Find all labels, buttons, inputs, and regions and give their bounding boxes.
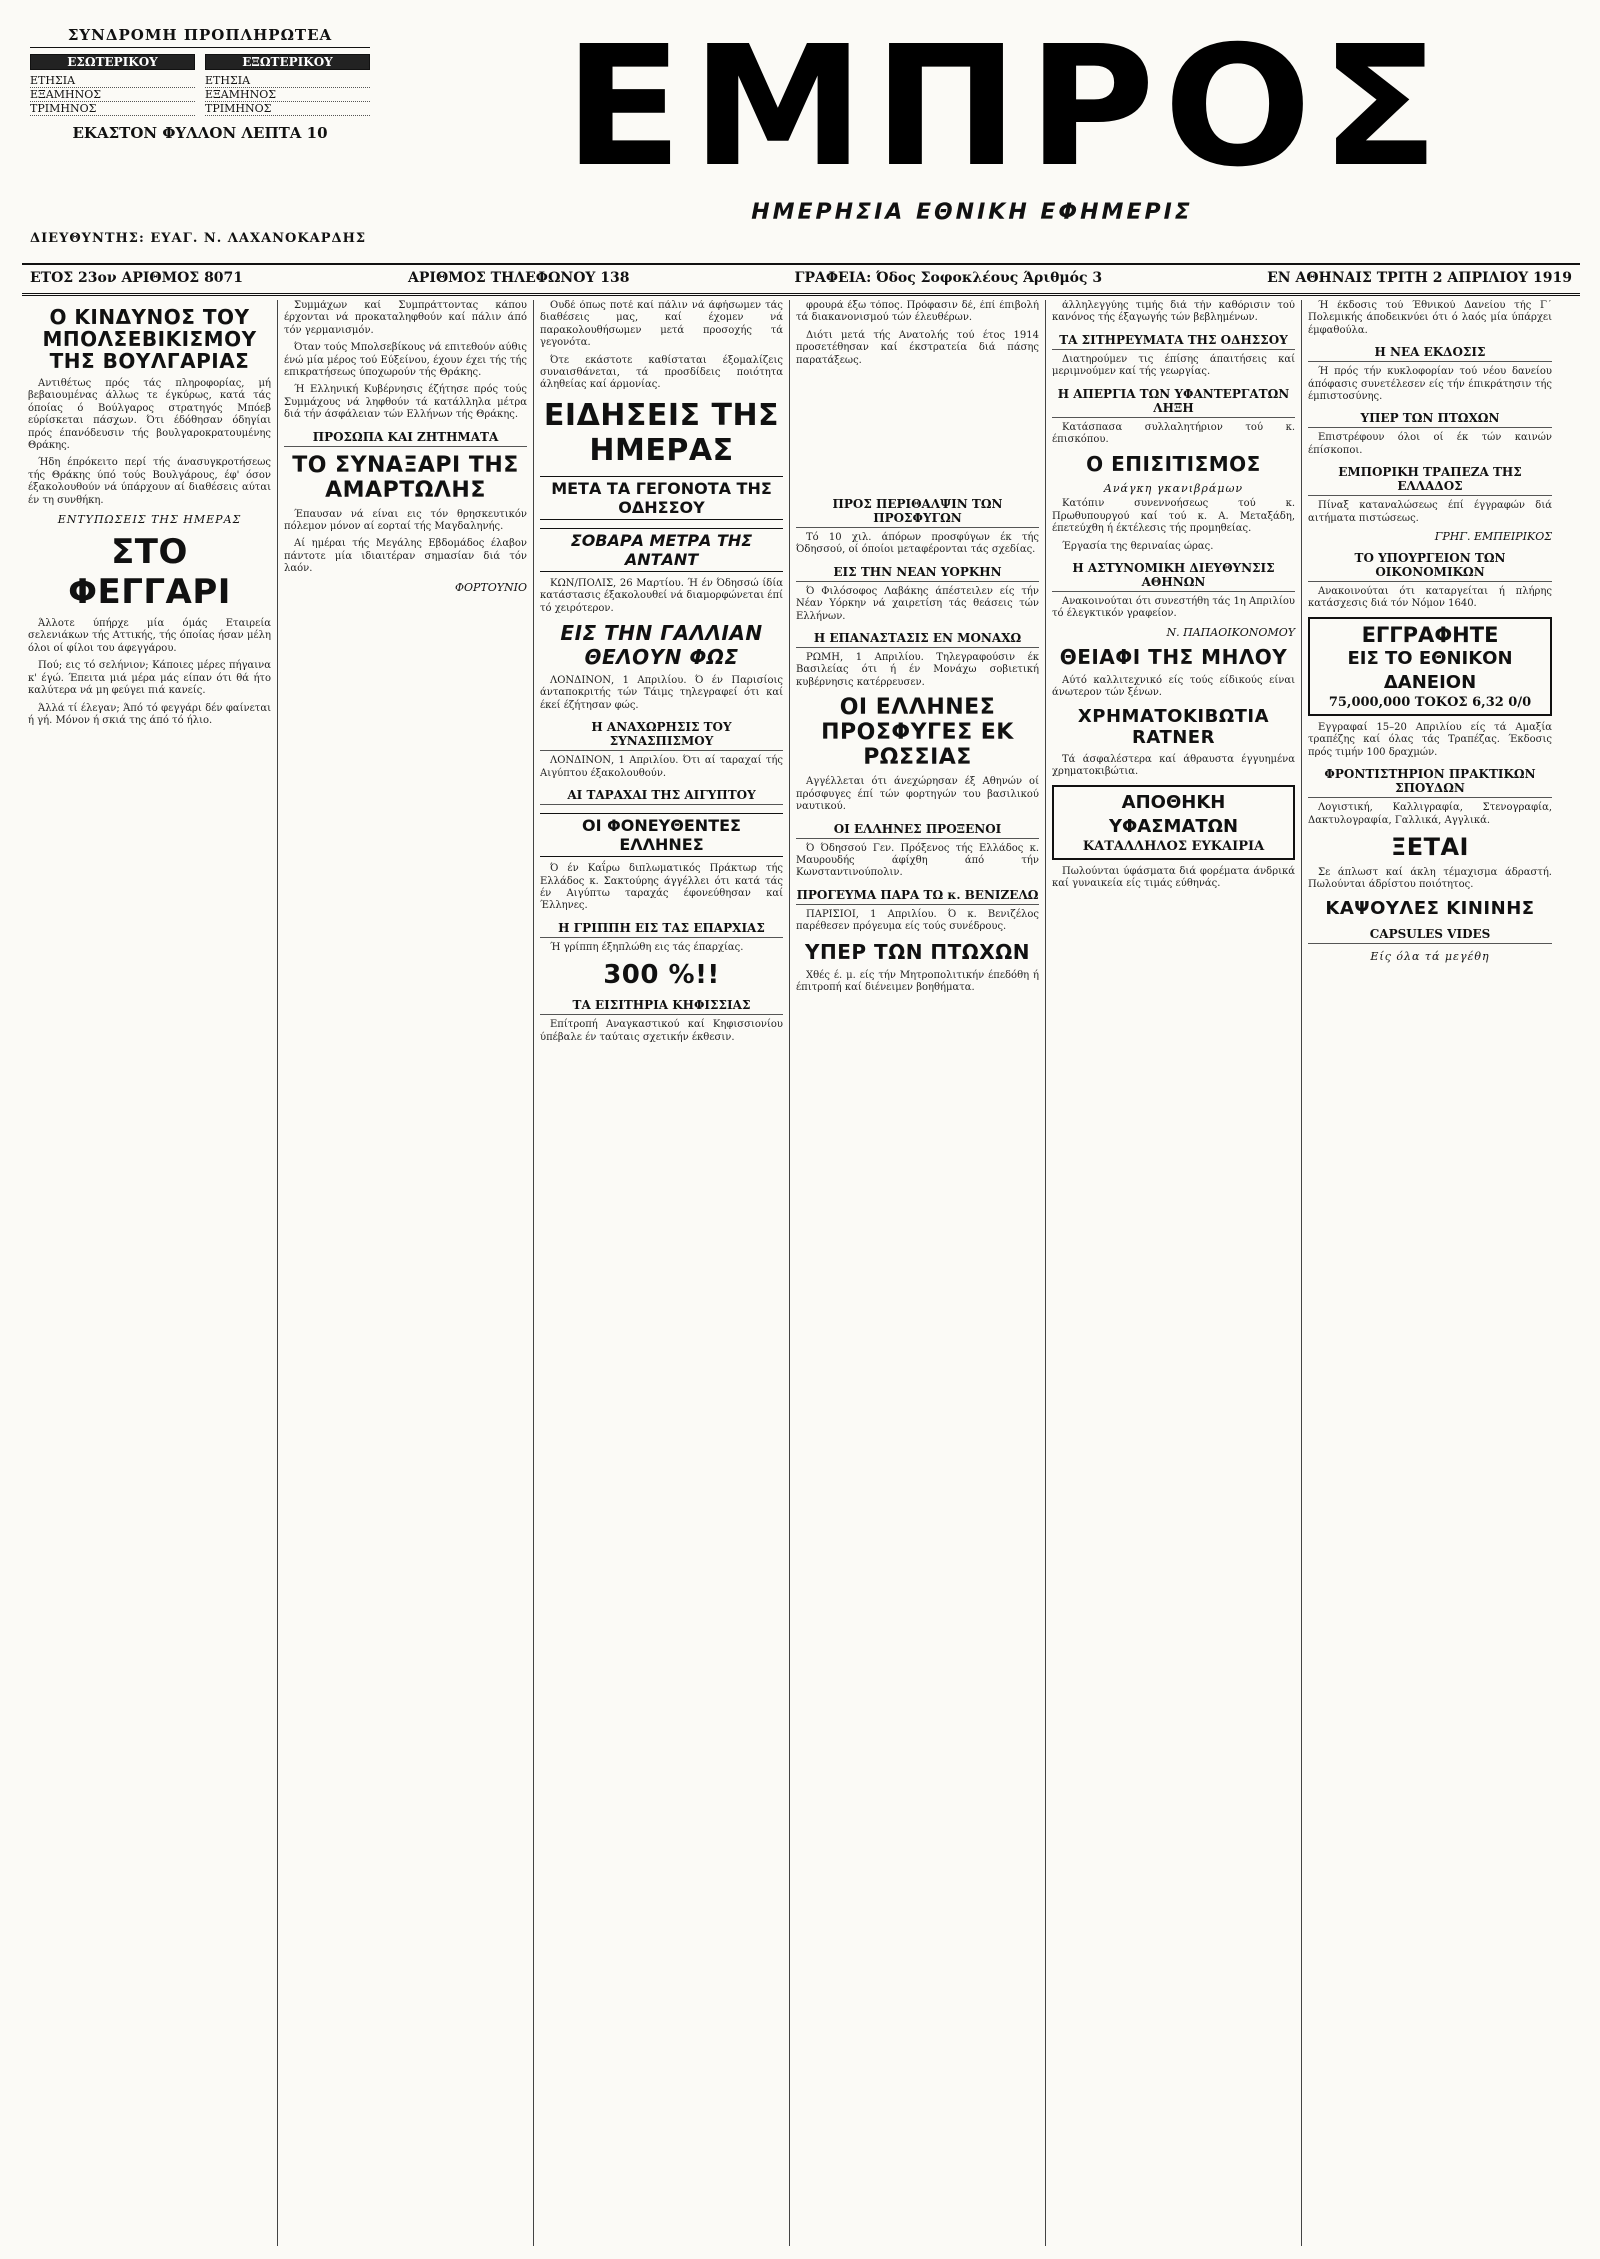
sub-row-label: ΤΡΙΜΗΝΟΣ — [30, 102, 97, 115]
article-columns — [22, 300, 1580, 2246]
director-line: ΔΙΕΥΘΥΝΤΗΣ: ΕΥΑΓ. Ν. ΛΑΧΑΝΟΚΑΡΔΗΣ — [30, 231, 367, 246]
office-address: ΓΡΑΦΕΙΑ: Όδος Σοφοκλέους Άριθμός 3 — [794, 270, 1103, 286]
newspaper-logo: ΕΜΠΡΟΣ — [563, 11, 1448, 204]
article-paragraph: Ή έκδοσις τού Έθνικού Δανείου τής Γ΄ Πολεμικής άποδεικνύει ότι ό λαός μία ύπάρχει έμφαθούλα. — [1308, 300, 1552, 336]
article-paragraph: Χθές έ. μ. είς τήν Μητροπολιτικήν έπεδόθη ή έπιτροπή καί διένειμεν βοηθήματα. — [796, 969, 1039, 993]
loan-headline: ΕΙΣ ΤΟ ΕΘΝΙΚΟΝ ΔΑΝΕΙΟΝ — [1347, 647, 1513, 693]
article-paragraph: Διατηρούμεν τις έπίσης άπαιτήσεις καί μεριμνούμεν καί τής γεωργίας. — [1052, 353, 1295, 378]
article-paragraph: Λογιστική, Καλλιγραφία, Στενογραφία, Δακτυλογραφία, Γαλλικά, Αγγλικά. — [1308, 802, 1552, 826]
article-paragraph: ΡΩΜΗ, 1 Απριλίου. Τηλεγραφούσιν έκ Βασιλείας ότι ή έν Μονάχω σοβιετική κυβέρνησις κατέρρευσεν. — [796, 652, 1039, 688]
article-paragraph: Πίναξ καταναλώσεως έπί έγγραφών διά αιτήματα πιστώσεως. — [1308, 500, 1552, 524]
article-headline: ΤΑ ΣΙΤΗΡΕΥΜΑΤΑ ΤΗΣ ΟΔΗΣΣΟΥ — [1052, 333, 1295, 350]
article-paragraph: Σε άπλωστ καί άκλη τέμαχισμα άδραστή. Πωλούνται άδρίστου ποιότητος. — [1308, 866, 1552, 891]
ad-headline: ΑΠΟΘΗΚΗ ΥΦΑΣΜΑΤΩΝ — [1108, 791, 1239, 837]
section-headline: ΣΤΟ ΦΕΓΓΑΡΙ — [68, 532, 231, 613]
ad-headline: ΞΕΤΑΙ — [1391, 832, 1469, 861]
article-paragraph: Άλλά τί έλεγαν; Άπό τό φεγγάρι δέν φαίνεται ή γή. Μόνον ή σκιά της άπό τό ήλιο. — [28, 702, 271, 726]
exterior-subscriptions — [205, 54, 370, 116]
news-subheadline: ΜΕΤΑ ΤΑ ΓΕΓΟΝΟΤΑ ΤΗΣ ΟΔΗΣΣΟΥ — [540, 476, 783, 520]
article-paragraph: Εγγραφαί 15–20 Απριλίου είς τά Αμαξία τραπέζης καί όλας τάς Τραπέζας. Έκδοσις πρός τιμήν 100 δραχμών. — [1308, 721, 1552, 758]
article-subheadline: ΟΙ ΦΟΝΕΥΘΕΝΤΕΣ ΕΛΛΗΝΕΣ — [540, 813, 783, 857]
article-paragraph: Ουδέ όπως ποτέ καί πάλιν νά άφήσωμεν τάς διαθέσεις μας, καί έχομεν νά παρακολουθήσωμεν μετά προσοχής τά γεγονότα. — [540, 300, 783, 349]
article-paragraph: Ή γρίππη έξηπλώθη εις τάς έπαρχίας. — [550, 941, 744, 953]
article-paragraph: Συμμάχων καί Συμπράττοντας κάπου έρχονται νά προκαταληφθούν καί πάλιν άπό τόν γερμανισμόν. — [284, 300, 527, 336]
interior-label: ΕΣΩΤΕΡΙΚΟΥ — [30, 54, 195, 70]
article-headline: Η ΑΝΑΧΩΡΗΣΙΣ ΤΟΥ ΣΥΝΑΣΠΙΣΜΟΥ — [540, 720, 783, 751]
exterior-label: ΕΞΩΤΕΡΙΚΟΥ — [205, 54, 370, 70]
article-headline: Η ΝΕΑ ΕΚΔΟΣΙΣ — [1308, 345, 1552, 362]
article-headline: Η ΑΠΕΡΓΙΑ ΤΩΝ ΥΦΑΝΤΕΡΓΑΤΩΝ ΛΗΞΗ — [1052, 387, 1295, 418]
column-6 — [1302, 300, 1558, 2246]
article-headline: Η ΓΡΙΠΠΗ ΕΙΣ ΤΑΣ ΕΠΑΡΧΙΑΣ — [540, 921, 783, 938]
article-subheadline: Ανάγκη γκανιβράμων — [1103, 482, 1244, 496]
ad-subheadline: CAPSULES VIDES — [1308, 927, 1552, 944]
article-paragraph: Επιστρέφουν όλοι οί έκ τών καινών έπίσκοποι. — [1308, 432, 1552, 456]
issue-price: ΕΚΑΣΤΟΝ ΦΥΛΛΟΝ ΛΕΠΤΑ 10 — [72, 124, 328, 142]
article-headline: ΕΙΣ ΤΗΝ ΓΑΛΛΙΑΝ ΘΕΛΟΥΝ ΦΩΣ — [560, 621, 763, 670]
section-label: ΠΡΟΣΩΠΑ ΚΑΙ ΖΗΤΗΜΑΤΑ — [284, 430, 527, 447]
column-3 — [534, 300, 790, 2246]
article-paragraph: Όταν τούς Μπολσεβίκους νά επιτεθούν αύθις ένώ μία μέρος τού Εύξείνου, έχουν έχει τής τής επικρατήσεως ύποχωρούν τής Θράκης. — [284, 342, 527, 379]
article-paragraph: Ήδη έπρόκειτο περί τής άνασυγκροτήσεως τής Θράκης ύπό τούς Βουλγάρους, έφ' όσον έξακολουθούν νά ύπάρχουν αί διαθέσεις αύται έν τη συνθήκη. — [28, 457, 271, 506]
national-loan-ad — [1308, 617, 1552, 716]
article-paragraph: φρουρά έξω τόπος. Πρόφασιν δέ, έπί έπιβολή τά διακανονισμού τών έλευθέρων. — [796, 300, 1039, 324]
article-headline: ΟΙ ΕΛΛΗΝΕΣ ΠΡΟΣΦΥΓΕΣ ΕΚ ΡΩΣΣΙΑΣ — [821, 695, 1014, 771]
article-headline: Ο ΕΠΙΣΙΤΙΣΜΟΣ — [1086, 452, 1261, 477]
dateline — [22, 263, 1580, 296]
sub-row-label: ΕΤΗΣΙΑ — [30, 74, 76, 87]
article-headline: ΠΡΟΣ ΠΕΡΙΘΑΛΨΙΝ ΤΩΝ ΠΡΟΣΦΥΓΩΝ — [796, 497, 1039, 528]
lead-headline: Ο ΚΙΝΔΥΝΟΣ ΤΟΥ ΜΠΟΛΣΕΒΙΚΙΣΜΟΥ ΤΗΣ ΒΟΥΛΓΑΡΙΑΣ — [42, 305, 257, 373]
ad-headline: ΧΡΗΜΑΤΟΚΙΒΩΤΙΑ RATNER — [1077, 705, 1270, 748]
ad-subheadline: ΤΑ ΕΙΣΙΤΗΡΙΑ ΚΗΦΙΣΣΙΑΣ — [540, 998, 783, 1015]
article-headline: ΥΠΕΡ ΤΩΝ ΠΤΩΧΩΝ — [805, 939, 1030, 964]
subscriptions-title: ΣΥΝΔΡΟΜΗ ΠΡΟΠΛΗΡΩΤΕΑ — [30, 26, 370, 48]
article-paragraph: Κατόπιν συνεννοήσεως τού κ. Πρωθυπουργού καί τού κ. Α. Μεταξάδη, έπετεύχθη ή έκτέλεσις τής προμηθείας. — [1052, 498, 1295, 535]
column-4 — [790, 300, 1046, 2246]
article-paragraph: Διότι μετά τής Ανατολής τού έτος 1914 προσετέθησαν καί έκστρατεία διά πάσης παρατάξεως. — [796, 329, 1039, 366]
article-paragraph: ΠΑΡΙΣΙΟΙ, 1 Απριλίου. Ό κ. Βενιζέλος παρέθεσεν πρόγευμα είς τούς συνέδρους. — [796, 908, 1039, 933]
section-headline: ΤΟ ΣΥΝΑΞΑΡΙ ΤΗΣ ΑΜΑΡΤΩΛΗΣ — [292, 452, 519, 503]
article-paragraph: ΛΟΝΔΙΝΟΝ, 1 Απριλίου. Ό έν Παρισίοις άνταποκριτής τών Τάιμς τηλεγραφεί ότι καί έκεί έζήτησαν φώς. — [540, 675, 783, 711]
column-1 — [22, 300, 278, 2246]
author-signature: ΦΟΡΤΟΥΝΙΟ — [454, 580, 527, 594]
newspaper-subtitle: ΗΜΕΡΗΣΙΑ ΕΘΝΙΚΗ ΕΦΗΜΕΡΙΣ — [751, 200, 1193, 225]
column-5 — [1046, 300, 1302, 2246]
sub-row-label: ΤΡΙΜΗΝΟΣ — [205, 102, 272, 115]
article-paragraph: Αύτό καλλιτεχνικό είς τούς είδικούς είναι άνωτερον τών ξένων. — [1052, 674, 1295, 699]
article-paragraph: Αί ημέραι τής Μεγάλης Εβδομάδος έλαβον πάντοτε μία ιδιαιτέραν σημασίαν διά τόν λαόν. — [284, 538, 527, 575]
ad-headline: ΚΑΨΟΥΛΕΣ ΚΙΝΙΝΗΣ — [1325, 897, 1535, 919]
article-headline: ΤΟ ΥΠΟΥΡΓΕΙΟΝ ΤΩΝ ΟΙΚΟΝΟΜΙΚΩΝ — [1308, 551, 1552, 582]
article-paragraph: Ό έν Καΐρω διπλωματικός Πράκτωρ τής Ελλάδος κ. Σακτούρης άγγέλλει ότι κατά τάς έν Αιγύπτω ταραχάς έφονεύθησαν καί Έλληνες. — [540, 863, 783, 912]
article-paragraph: Ό Φιλόσοφος Λαβάκης άπέστειλεν είς τήν Νέαν Υόρκην νά χαιρετίση τάς θεάσεις τών Ελλήνων. — [796, 585, 1039, 622]
article-headline: ΠΡΟΓΕΥΜΑ ΠΑΡΑ ΤΩ κ. ΒΕΝΙΖΕΛΩ — [796, 888, 1039, 905]
loan-title: ΕΓΓΡΑΦΗΤΕ — [1361, 622, 1499, 647]
article-paragraph: Έπαυσαν νά είναι εις τόν θρησκευτικόν πόλεμον μόνον αί εορταί τής Μαγδαληνής. — [284, 508, 527, 533]
article-paragraph: Κατάσπασα συλλαλητήριον τού κ. έπισκόπου. — [1052, 421, 1295, 446]
article-paragraph: Ανακοινούται ότι καταργείται ή πλήρης κατάσχεσις διά τόν Νόμον 1640. — [1308, 586, 1552, 610]
column-2 — [278, 300, 534, 2246]
ad-headline: 300 %!! — [603, 960, 720, 991]
ad-subheadline: ΚΑΤΑΛΛΗΛΟΣ ΕΥΚΑΙΡΙΑ — [1082, 838, 1265, 854]
article-paragraph: Πωλούνται ύφάσματα διά φορέματα άνδρικά καί γυναικεία είς τιμάς εύθηνάς. — [1052, 865, 1295, 889]
article-paragraph: Επίτροπή Αναγκαστικού καί Κηφισσιονίου ύπέβαλε έν ταύταις σχετικήν έκθεσιν. — [540, 1019, 783, 1043]
article-headline: Η ΑΣΤΥΝΟΜΙΚΗ ΔΙΕΥΘΥΝΣΙΣ ΑΘΗΝΩΝ — [1052, 561, 1295, 592]
section-label: ΕΝΤΥΠΩΣΕΙΣ ΤΗΣ ΗΜΕΡΑΣ — [57, 513, 242, 527]
news-subheadline-2: ΣΟΒΑΡΑ ΜΕΤΡΑ ΤΗΣ ΑΝΤΑΝΤ — [540, 528, 783, 572]
article-paragraph: άλληλεγγύης τιμής διά τήν καθόρισιν τού κανόνος τής έξαγωγής τών βεβλημένων. — [1052, 300, 1295, 324]
article-paragraph: ΛΟΝΔΙΝΟΝ, 1 Απριλίου. Ότι αί ταραχαί τής Αιγύπτου έξακολουθούν. — [540, 755, 783, 779]
article-paragraph: Τό 10 χιλ. άπόρων προσφύγων έκ τής Όδησσού, οί όποίοι μεταφέρονται τάς σχεδίας. — [796, 532, 1039, 556]
masthead — [22, 11, 1580, 265]
issue-year: ΕΤΟΣ 23ον ΑΡΙΘΜΟΣ 8071 — [30, 270, 244, 286]
issue-date: ΕΝ ΑΘΗΝΑΙΣ ΤΡΙΤΗ 2 ΑΠΡΙΛΙΟΥ 1919 — [1267, 270, 1572, 286]
article-paragraph: Ό Όδησσού Γεν. Πρόξενος τής Ελλάδος κ. Μαυρουδής άφίχθη άπό τήν Κωνσταντινούπολιν. — [796, 842, 1039, 879]
article-paragraph: Ή πρός τήν κυκλοφορίαν τού νέου δανείου άπόφασις συνετέλεσεν είς τήν έπικράτησιν τής έμπιστοσύνης. — [1308, 366, 1552, 403]
phone-number: ΑΡΙΘΜΟΣ ΤΗΛΕΦΩΝΟΥ 138 — [408, 270, 630, 286]
article-paragraph: Άλλοτε ύπήρχε μία όμάς Εταιρεία σελενιάκων τής Αττικής, τής όποίας ήσαν μέλη όλοι οί φίλοι του άφεγγάρου. — [28, 618, 271, 654]
sub-row-label: ΕΞΑΜΗΝΟΣ — [205, 88, 276, 101]
article-headline: ΑΙ ΤΑΡΑΧΑΙ ΤΗΣ ΑΙΓΥΠΤΟΥ — [540, 788, 783, 805]
sub-row-label: ΕΤΗΣΙΑ — [205, 74, 251, 87]
interior-subscriptions — [30, 54, 195, 116]
ad-headline: ΦΡΟΝΤΙΣΤΗΡΙΟΝ ΠΡΑΚΤΙΚΩΝ ΣΠΟΥΔΩΝ — [1308, 767, 1552, 798]
article-paragraph: Αγγέλλεται ότι άνεχώρησαν έξ Αθηνών οί πρόσφυγες έπί τών φορτηγών του βασιλικού ναυτικού. — [796, 776, 1039, 813]
article-headline: ΥΠΕΡ ΤΩΝ ΠΤΩΧΩΝ — [1308, 411, 1552, 428]
subscription-box — [30, 26, 370, 226]
ad-headline: ΘΕΙΑΦΙ ΤΗΣ ΜΗΛΟΥ — [1059, 644, 1288, 669]
article-paragraph: Ότε εκάστοτε καθίσταται έξομαλίζεις συναισθάνεται, τά προσδίδεις ποιότητα άληθείας καί άρμονίας. — [540, 354, 783, 391]
article-paragraph: Ανακοινούται ότι συνεστήθη τάς 1η Απριλίου τό έλεγκτικόν γραφείον. — [1052, 596, 1295, 620]
article-headline: ΕΙΣ ΤΗΝ ΝΕΑΝ ΥΟΡΚΗΝ — [796, 565, 1039, 582]
fabric-ad — [1052, 785, 1295, 860]
article-paragraph: Έργασία της θεριναίας ώρας. — [1062, 540, 1214, 552]
news-section-title: ΕΙΔΗΣΕΙΣ ΤΗΣ ΗΜΕΡΑΣ — [543, 397, 780, 468]
ad-footer: Είς όλα τά μεγέθη — [1370, 949, 1490, 963]
author-signature: Ν. ΠΑΠΑΟΙΚΟΝΟΜΟΥ — [1166, 625, 1295, 639]
sub-row-label: ΕΞΑΜΗΝΟΣ — [30, 88, 101, 101]
article-headline: ΕΜΠΟΡΙΚΗ ΤΡΑΠΕΖΑ ΤΗΣ ΕΛΛΑΔΟΣ — [1308, 465, 1552, 496]
loan-amount: 75,000,000 ΤΟΚΟΣ 6,32 0/0 — [1328, 694, 1532, 710]
article-headline: Η ΕΠΑΝΑΣΤΑΣΙΣ ΕΝ ΜΟΝΑΧΩ — [796, 631, 1039, 648]
article-headline: ΟΙ ΕΛΛΗΝΕΣ ΠΡΟΞΕΝΟΙ — [796, 822, 1039, 839]
article-paragraph: Πού; εις τό σελήνιον; Κάποιες μέρες πήγαινα κ' έγώ. Έπειτα μιά μέρα μάς είπαν ότι θά ήτο καλύτερα νά μη φεύγει πιά κανείς. — [28, 660, 271, 697]
newspaper-page — [22, 11, 1580, 2248]
article-paragraph: ΚΩΝ/ΠΟΛΙΣ, 26 Μαρτίου. Ή έν Όδησσώ ίδία κατάστασις έξακολουθεί νά διαμορφώνεται έπί τό χειρότερον. — [540, 577, 783, 614]
article-paragraph: Αντιθέτως πρός τάς πληροφορίας, μή βεβαιουμένας άλλως τε έγκύρως, κατά τάς όποίας ό Βούλγαρος στρατηγός Μπόεβ εύρίσκεται πάσχων. Ότι έδόθησαν όδηγίαι πρός έπανόδευσιν τής βουλγαροκρατουμένης Θράκης. — [28, 378, 271, 452]
article-paragraph: Ή Ελληνική Κυβέρνησις έζήτησε πρός τούς Συμμάχους νά ληφθούν τά κατάλληλα μέτρα διά τήν άσφάλειαν τών Ελλήνων τής Θράκης. — [284, 384, 527, 421]
article-paragraph: Τά άσφαλέστερα καί άθραυστα έγγυημένα χρηματοκιβώτια. — [1052, 753, 1295, 778]
author-signature: ΓΡΗΓ. ΕΜΠΕΙΡΙΚΟΣ — [1434, 530, 1552, 544]
